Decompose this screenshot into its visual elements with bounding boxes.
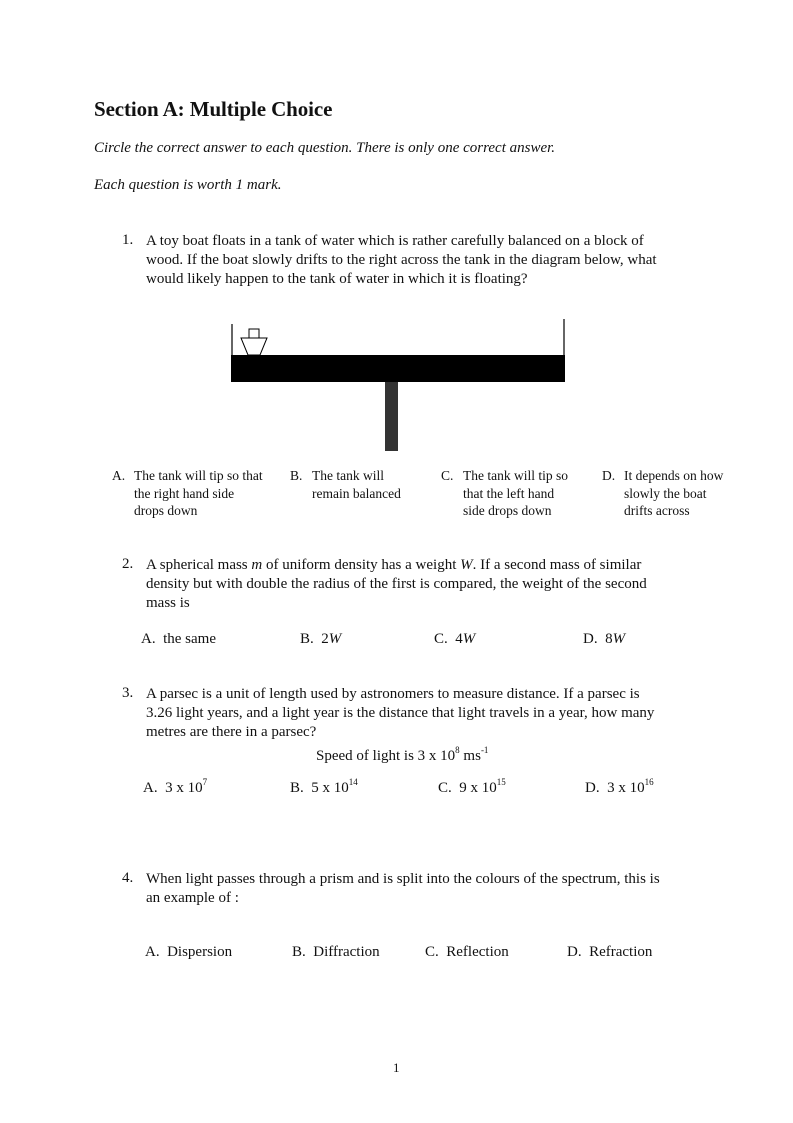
option-a[interactable] [145, 944, 232, 961]
option-text: 4W [455, 631, 476, 647]
option-text: It depends on how slowly the boat drifts across [624, 468, 724, 518]
question-text [146, 556, 647, 613]
balance-diagram [225, 315, 575, 455]
question-line: When light passes through a prism and is split into the colours of the spectrum, this is [146, 871, 660, 887]
question-number: 1. [122, 232, 134, 248]
option-label: D. [585, 780, 600, 796]
option-text: 3 x $10^7$ [165, 777, 208, 796]
question-line: an example of : [146, 890, 239, 906]
option-text: The tank will remain balanced [312, 468, 401, 501]
option-text: 8W [605, 631, 626, 647]
option-label: B. [300, 631, 314, 647]
option-d[interactable] [585, 777, 654, 797]
question-line: A spherical mass m of uniform density has a weight W. If a second mass of similar [146, 557, 642, 573]
instructions: Circle the correct answer to each question. There is only one correct answer. [94, 140, 556, 156]
given-data: Speed of light is 3 x $10^8$ $ms^{-1}$ [316, 745, 489, 764]
question-line: metres are there in a parsec? [146, 724, 317, 740]
option-b[interactable] [292, 944, 380, 961]
option-text: the same [163, 631, 216, 647]
option-text: 2W [321, 631, 342, 647]
option-label: B. [290, 780, 304, 796]
option-text: The tank will tip so that the right hand side drops down [134, 468, 263, 518]
option-a[interactable] [143, 777, 207, 797]
option-text: 3 x $10^{16}$ [607, 777, 654, 796]
option-text: Diffraction [313, 944, 380, 960]
option-label: A. [141, 631, 156, 647]
option-c[interactable] [425, 944, 509, 961]
option-a[interactable] [141, 631, 216, 648]
option-text: 5 x $10^{14}$ [311, 777, 358, 796]
option-text: Dispersion [167, 944, 233, 960]
page-number: 1 [393, 1060, 400, 1075]
option-d[interactable] [583, 631, 625, 648]
question-text [146, 685, 654, 742]
option-b[interactable] [300, 631, 341, 648]
option-label: D. [583, 631, 598, 647]
question-line: would likely happen to the tank of water in which it is floating? [146, 271, 528, 287]
boat-icon [241, 329, 267, 355]
question-number: 3. [122, 685, 134, 701]
question-text [146, 870, 660, 908]
option-text: The tank will tip so that the left hand side drops down [463, 468, 568, 518]
option-label: C. [434, 631, 448, 647]
wood-support [385, 382, 398, 451]
option-c[interactable] [434, 631, 475, 648]
option-label: A. [145, 944, 160, 960]
tank [231, 355, 565, 382]
option-text: Reflection [446, 944, 509, 960]
option-d[interactable] [567, 944, 652, 961]
option-label: C. [441, 468, 454, 483]
option-text: 9 x $10^{15}$ [459, 777, 506, 796]
option-label: B. [290, 468, 303, 483]
option-label: C. [438, 780, 452, 796]
option-b[interactable] [290, 777, 358, 797]
option-label: A. [112, 468, 126, 483]
option-text: Refraction [589, 944, 653, 960]
option-c[interactable] [438, 777, 506, 797]
question-text [146, 232, 657, 289]
question-line: mass is [146, 595, 190, 611]
question-number: 2. [122, 556, 134, 572]
question-line: A toy boat floats in a tank of water which is rather carefully balanced on a block of [146, 233, 644, 249]
question-line: 3.26 light years, and a light year is the distance that light travels in a year, how many [146, 705, 655, 721]
option-label: B. [292, 944, 306, 960]
option-label: D. [567, 944, 582, 960]
question-number: 4. [122, 870, 134, 886]
option-label: A. [143, 780, 158, 796]
marks-note: Each question is worth 1 mark. [94, 177, 282, 193]
option-label: C. [425, 944, 439, 960]
section-title: Section A: Multiple Choice [94, 97, 333, 121]
question-line: wood. If the boat slowly drifts to the right across the tank in the diagram below, what [146, 252, 657, 268]
question-line: density but with double the radius of the first is compared, the weight of the second [146, 576, 647, 592]
option-label: D. [602, 468, 616, 483]
question-line: A parsec is a unit of length used by astronomers to measure distance. If a parsec is [146, 686, 640, 702]
